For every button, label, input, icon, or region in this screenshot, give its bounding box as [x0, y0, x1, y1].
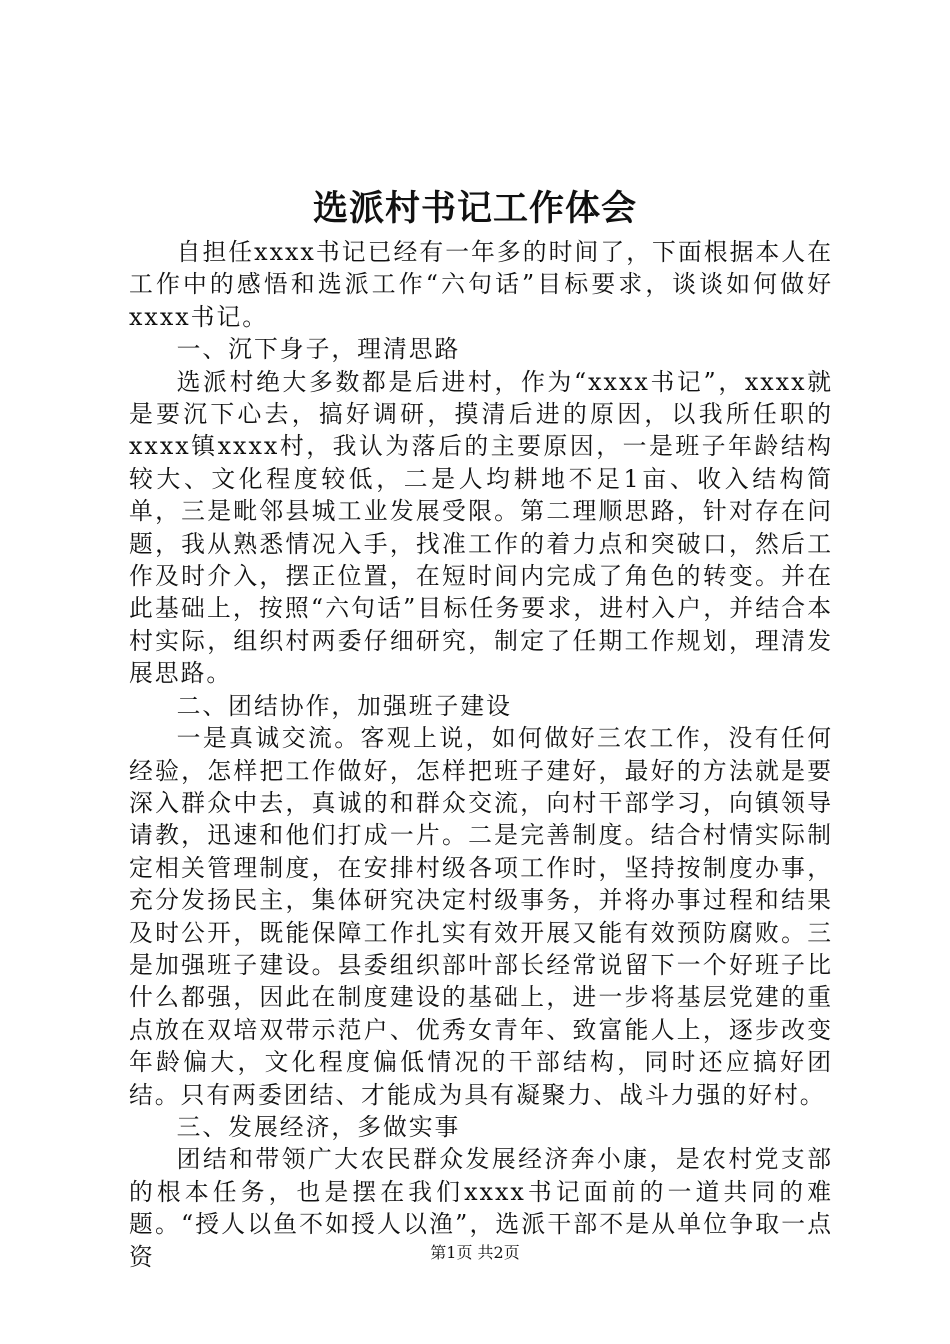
document-body [129, 236, 833, 1273]
intro-paragraph: 自担任xxxx书记已经有一年多的时间了，下面根据本人在工作中的感悟和选派工作“六句话”目标要求，谈谈如何做好xxxx书记。 [129, 238, 833, 331]
section-heading-2: 二、团结协作，加强班子建设 [176, 691, 512, 720]
section-heading-3: 三、发展经济，多做实事 [176, 1112, 461, 1141]
document-title: 选派村书记工作体会 [312, 188, 637, 229]
section-heading-1: 一、沉下身子，理清思路 [176, 335, 461, 364]
section-3-paragraph: 团结和带领广大农民群众发展经济奔小康，是农村党支部的根本任务，也是摆在我们xxxx书记面前的一道共同的难题。“授人以鱼不如授人以渔”，选派干部不是从单位争取一点资 [129, 1145, 833, 1271]
section-2-paragraph: 一是真诚交流。客观上说，如何做好三农工作，没有任何经验，怎样把工作做好，怎样把班子建好，最好的方法就是要深入群众中去，真诚的和群众交流，向村干部学习，向镇领导请教，迅速和他们打成一片。二是完善制度。结合村情实际制定相关管理制度，在安排村级各项工作时，坚持按制度办事，充分发扬民主，集体研究决定村级事务，并将办事过程和结果及时公开，既能保障工作扎实有效开展又能有效预防腐败。三是加强班子建设。县委组织部叶部长经常说留下一个好班子比什么都强，因此在制度建设的基础上，进一步将基层党建的重点放在双培双带示范户、优秀女青年、致富能人上，逐步改变年龄偏大，文化程度偏低情况的干部结构，同时还应搞好团结。只有两委团结、才能成为具有凝聚力、战斗力强的好村。 [129, 724, 833, 1109]
section-1-paragraph: 选派村绝大多数都是后进村，作为“xxxx书记”，xxxx就是要沉下心去，搞好调研，摸清后进的原因，以我所任职的xxxx镇xxxx村，我认为落后的主要原因，一是班子年龄结构较大、文化程度较低，二是人均耕地不足1亩、收入结构简单，三是毗邻县城工业发展受限。第二理顺思路，针对存在问题，我从熟悉情况入手，找准工作的着力点和突破口，然后工作及时介入，摆正位置，在短时间内完成了角色的转变。并在此基础上，按照“六句话”目标任务要求，进村入户，并结合本村实际，组织村两委仔细研究，制定了任期工作规划，理清发展思路。 [129, 367, 833, 688]
page-footer: 第1页 共2页 [430, 1243, 520, 1262]
